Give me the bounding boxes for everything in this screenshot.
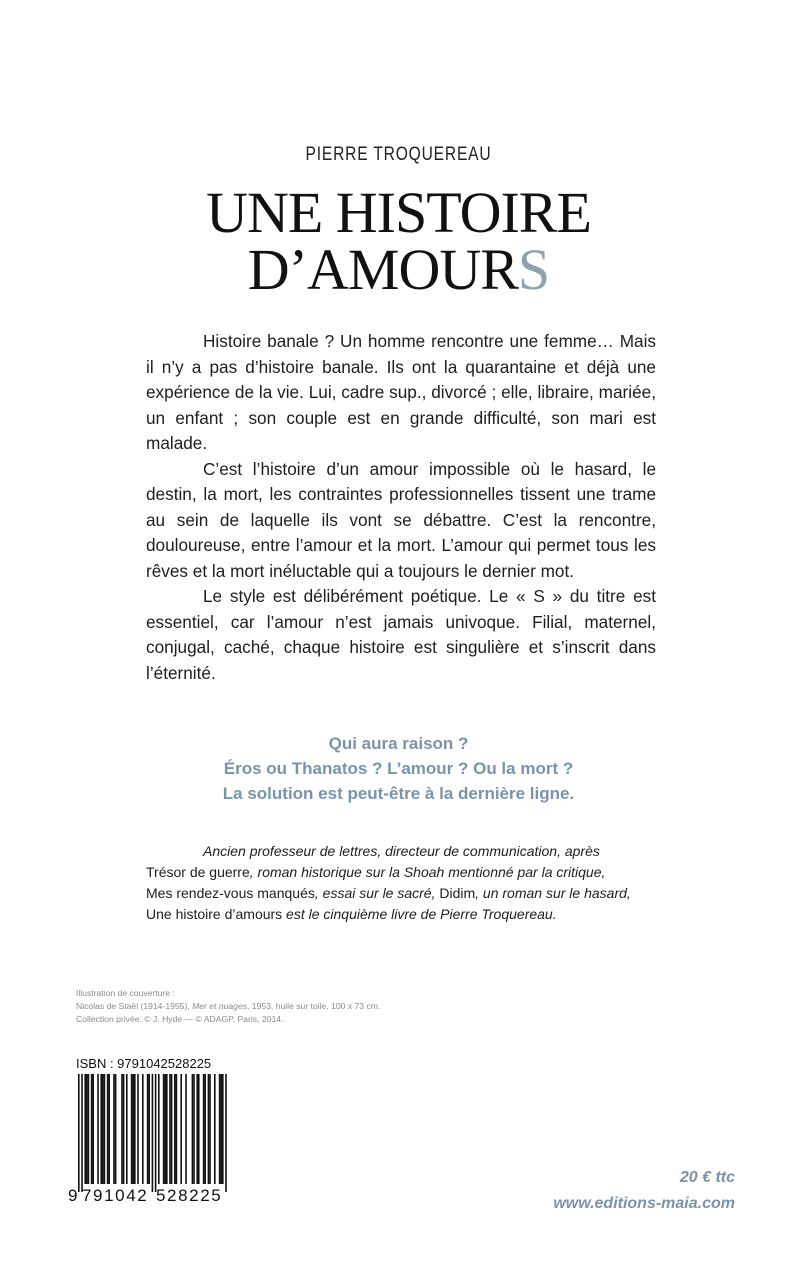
barcode-bar bbox=[126, 1074, 128, 1184]
barcode-bar bbox=[219, 1074, 221, 1184]
illustration-credits bbox=[76, 987, 380, 1026]
barcode-bar bbox=[208, 1074, 210, 1184]
barcode-bar bbox=[193, 1074, 195, 1184]
barcode-bar bbox=[166, 1074, 168, 1184]
barcode-bar bbox=[113, 1074, 115, 1184]
barcode-bar bbox=[97, 1074, 99, 1184]
barcode-bar bbox=[104, 1074, 106, 1184]
blurb-paragraph-2: C’est l’histoire d’un amour impossible où le hasard, le destin, la mort, les contraintes professionnelles tissent une trame au sein de laquelle ils vont se débattre. C’est la rencontre, douloureuse, entre l’amour et la mort. L’amour qui permet tous les rêves et la mort inéluctable qui a toujours le dernier mot. bbox=[146, 458, 656, 581]
barcode-bar bbox=[220, 1074, 222, 1184]
isbn-label: ISBN : 9791042528225 bbox=[76, 1056, 212, 1071]
barcode-bar bbox=[204, 1074, 206, 1184]
barcode-digits-left: 791042 bbox=[82, 1186, 149, 1204]
blurb-paragraph-3: Le style est délibérément poétique. Le « S » du titre est essentiel, car l’amour n’est jamais univoque. Filial, maternel, conjugal, caché, chaque histoire est singulière et s’inscrit dans l’éternité. bbox=[146, 586, 656, 683]
barcode-bar bbox=[108, 1074, 110, 1184]
barcode-bar bbox=[84, 1074, 86, 1184]
barcode-bar bbox=[203, 1074, 205, 1184]
barcode-bar bbox=[225, 1074, 227, 1192]
barcode-bar bbox=[222, 1074, 224, 1184]
author-name: PIERRE TROQUEREAU bbox=[305, 144, 492, 165]
bio-book-trésor-de-guerre: Trésor de guerre bbox=[146, 864, 250, 880]
barcode-bar bbox=[137, 1074, 139, 1184]
tagline-line-2: Éros ou Thanatos ? L’amour ? Ou la mort ? bbox=[223, 759, 574, 778]
book-title-line2 bbox=[0, 237, 797, 302]
bio-line-1: Ancien professeur de lettres, directeur de communication, après bbox=[203, 843, 600, 859]
barcode-bar bbox=[81, 1074, 83, 1192]
barcode-bar bbox=[134, 1074, 136, 1184]
bio-line-2: Trésor de guerre, roman historique sur la Shoah mentionné par la critique, bbox=[146, 864, 606, 880]
barcode-bar bbox=[132, 1074, 134, 1184]
barcode-bar bbox=[176, 1074, 178, 1184]
isbn-barcode bbox=[68, 1074, 228, 1204]
barcode-digits-right: 528225 bbox=[156, 1186, 223, 1204]
bio-book-rendez-vous: Mes rendez-vous manqués bbox=[146, 885, 315, 901]
credits-line-1: Illustration de couverture : bbox=[76, 988, 175, 998]
barcode-bar bbox=[131, 1074, 133, 1184]
barcode-bar bbox=[214, 1074, 216, 1184]
barcode-bar bbox=[171, 1074, 173, 1184]
credits-line-2: Nicolas de Staël (1914-1955), Mer et nuages, 1953, huile sur toile, 100 x 73 cm. bbox=[76, 1001, 381, 1011]
barcode-bar bbox=[115, 1074, 117, 1184]
barcode-bar bbox=[123, 1074, 125, 1184]
barcode-bar bbox=[102, 1074, 104, 1184]
author-bio bbox=[146, 841, 656, 925]
barcode-bar bbox=[174, 1074, 176, 1184]
price: 20 € ttc bbox=[679, 1169, 735, 1186]
barcode-bar bbox=[198, 1074, 200, 1184]
bio-line-3: Mes rendez-vous manqués, essai sur le sacré, Didim, un roman sur le hasard, bbox=[146, 885, 631, 901]
barcode-bar bbox=[147, 1074, 149, 1184]
publisher-website[interactable]: www.editions-maia.com bbox=[553, 1195, 735, 1212]
back-cover-blurb bbox=[146, 329, 656, 686]
barcode-digit-first: 9 bbox=[68, 1186, 78, 1204]
barcode-bar bbox=[209, 1074, 211, 1184]
barcode-bar bbox=[163, 1074, 165, 1184]
bio-book-didim: Didim bbox=[439, 885, 476, 901]
blurb-paragraph-1: Histoire banale ? Un homme rencontre une femme… Mais il n’y a pas d’histoire banale. Ils ont la quarantaine et déjà une expérience de la vie. Lui, cadre sup., divorcé ; elle, libraire, mariée, un enfant ; son couple est en grande difficulté, son mari est malade. bbox=[146, 331, 656, 453]
tagline-line-3: La solution est peut-être à la dernière ligne. bbox=[222, 784, 575, 803]
book-title-line2-main: D’AMOUR bbox=[247, 237, 518, 302]
barcode-bar bbox=[180, 1074, 182, 1184]
barcode-bar bbox=[88, 1074, 90, 1184]
barcode-bar bbox=[192, 1074, 194, 1184]
barcode-bar bbox=[185, 1074, 187, 1184]
bio-book-this-title: Une histoire d’amours bbox=[146, 906, 283, 922]
barcode-bar bbox=[86, 1074, 88, 1184]
tagline-questions bbox=[0, 731, 797, 806]
barcode-bar bbox=[158, 1074, 160, 1184]
barcode-bar bbox=[100, 1074, 102, 1184]
book-title-accent-letter: S bbox=[517, 237, 550, 302]
bio-line-4: Une histoire d’amours est le cinquième livre de Pierre Troquereau. bbox=[146, 906, 557, 922]
book-title-line1: UNE HISTOIRE bbox=[206, 180, 591, 245]
barcode-bar bbox=[196, 1074, 198, 1184]
barcode-bar bbox=[142, 1074, 144, 1184]
barcode-bar bbox=[107, 1074, 109, 1184]
barcode-bar bbox=[121, 1074, 123, 1184]
barcode-bar bbox=[78, 1074, 80, 1192]
barcode-bar bbox=[148, 1074, 150, 1184]
barcode-bar bbox=[92, 1074, 94, 1184]
barcode-bar bbox=[169, 1074, 171, 1184]
credits-line-3: Collection privée. © J. Hyde — © ADAGP, Paris, 2014. bbox=[76, 1014, 284, 1024]
barcode-bar bbox=[164, 1074, 166, 1184]
tagline-line-1: Qui aura raison ? bbox=[328, 734, 469, 753]
barcode-bar bbox=[152, 1074, 154, 1192]
barcode-bar bbox=[91, 1074, 93, 1184]
barcode-bar bbox=[155, 1074, 157, 1192]
